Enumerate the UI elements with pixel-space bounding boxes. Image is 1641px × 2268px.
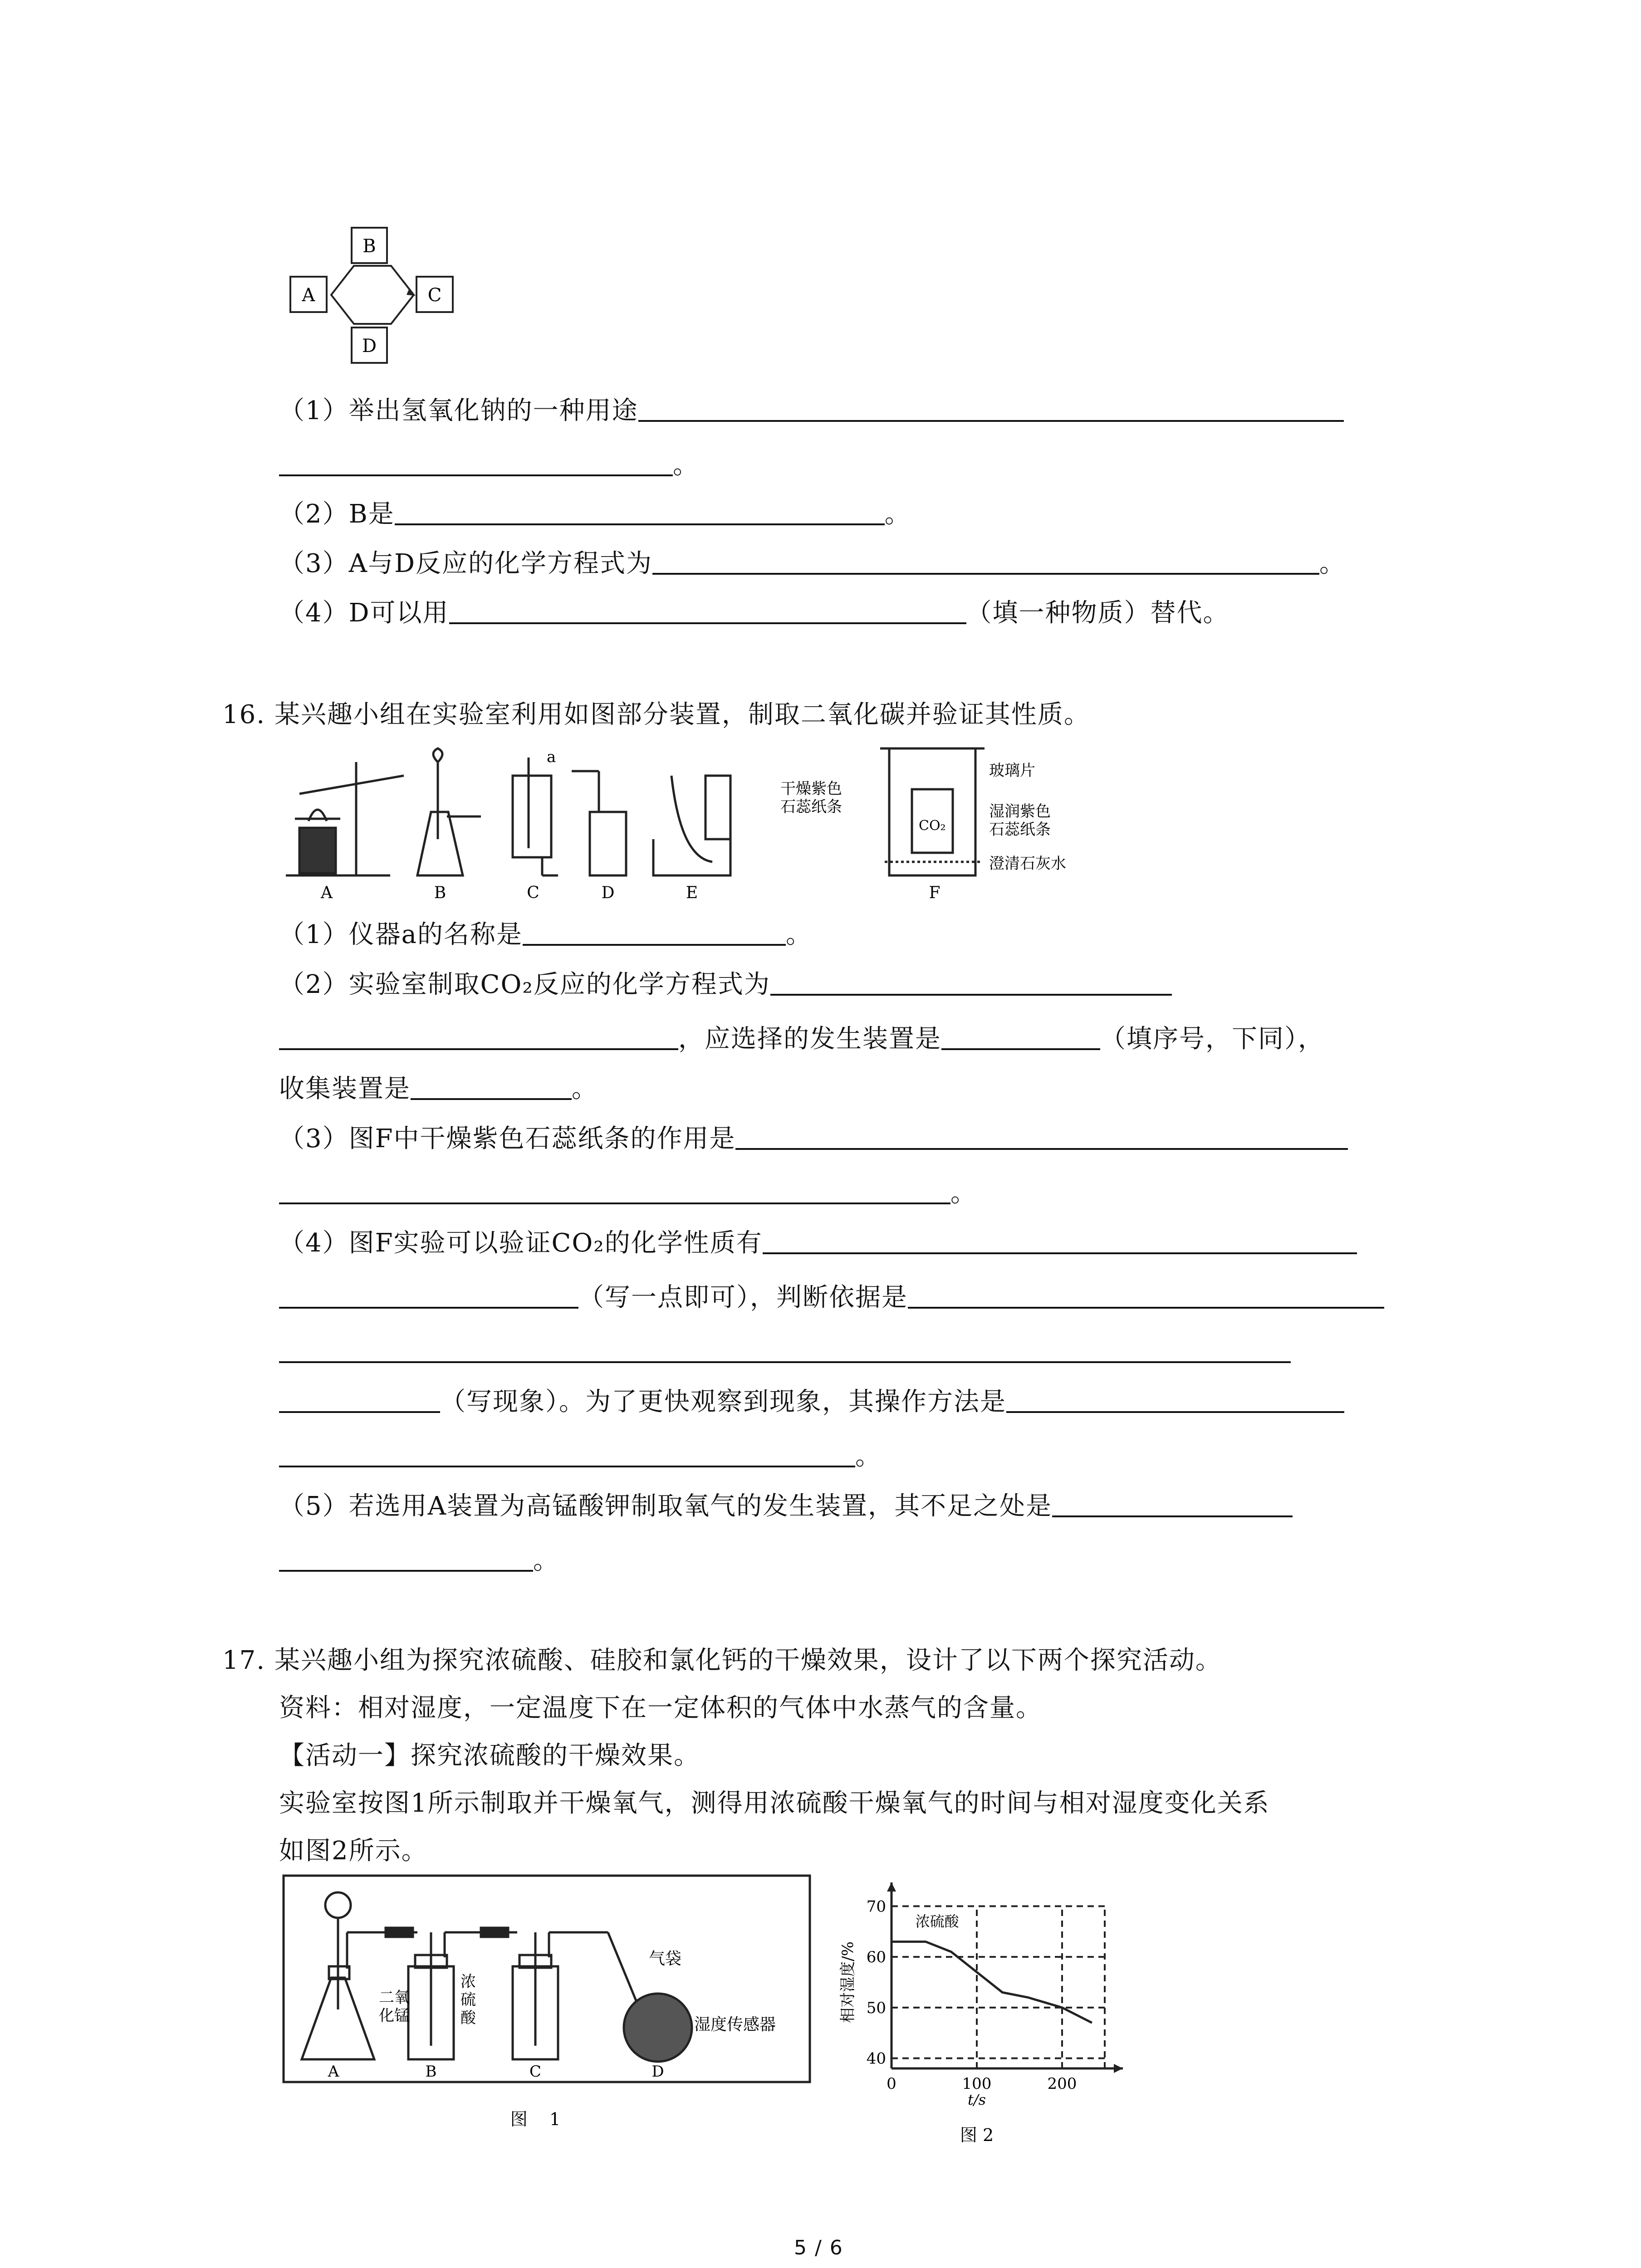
answer-blank[interactable] <box>279 1281 578 1309</box>
sensor-label: 湿度传感器 <box>694 2015 776 2034</box>
q16-part4-blank-line <box>279 1336 1291 1369</box>
answer-blank[interactable] <box>279 449 673 476</box>
q16-period: 。 <box>786 920 813 949</box>
q16-part2-text: （2）实验室制取CO₂反应的化学方程式为 <box>279 970 770 999</box>
q15-period: 。 <box>884 499 911 529</box>
right-label-2: 湿润紫色 <box>989 802 1051 821</box>
q15-period: 。 <box>673 450 699 480</box>
y-axis-label: 相对湿度/% <box>839 1941 857 2023</box>
fig1-label-d: D <box>652 2063 664 2081</box>
node-c-label: C <box>427 285 442 306</box>
answer-blank[interactable] <box>735 1123 1348 1150</box>
answer-blank[interactable] <box>279 1336 1291 1363</box>
q16-part3 <box>279 1123 1348 1155</box>
label-d: D <box>601 884 615 902</box>
q17-material: 资料：相对湿度，一定温度下在一定体积的气体中水蒸气的含量。 <box>279 1693 1042 1723</box>
right-label-3: 石蕊纸条 <box>989 821 1051 839</box>
mno2-label-2: 化锰 <box>379 2007 410 2025</box>
q16-period: 。 <box>855 1442 882 1471</box>
answer-blank[interactable] <box>908 1281 1384 1309</box>
mno2-label-1: 二氧 <box>379 1989 410 2007</box>
node-b-label: B <box>362 236 376 257</box>
answer-blank[interactable] <box>395 498 885 525</box>
bag-label: 气袋 <box>649 1950 682 1968</box>
q16-part4-cont <box>279 1281 1384 1314</box>
q15-part3 <box>279 547 1346 580</box>
q16-part3-text: （3）图F中干燥紫色石蕊纸条的作用是 <box>279 1124 736 1154</box>
q15-part4-tail: （填一种物质）替代。 <box>966 598 1230 628</box>
fig1-label-a: A <box>328 2063 339 2081</box>
answer-blank[interactable] <box>1052 1490 1293 1517</box>
acid-label-2: 硫 <box>460 1991 476 2009</box>
left-label-1: 干燥紫色 <box>780 780 842 798</box>
q16-part4-c: （写现象）。为了更快观察到现象，其操作方法是 <box>440 1387 1006 1417</box>
q16-part4-b: （写一点即可），判断依据是 <box>578 1283 908 1312</box>
q16-part1-text: （1）仪器a的名称是 <box>279 920 523 949</box>
answer-blank[interactable] <box>1006 1386 1344 1413</box>
answer-blank[interactable] <box>279 1177 950 1204</box>
q15-part1-text: （1）举出氢氧化钠的一种用途 <box>279 396 638 425</box>
x-axis-label: t/s <box>967 2091 986 2108</box>
answer-blank[interactable] <box>279 1440 855 1467</box>
q16-part4-text: （4）图F实验可以验证CO₂的化学性质有 <box>279 1228 763 1258</box>
answer-blank[interactable] <box>279 1545 533 1572</box>
x-axis-arrow <box>1114 2064 1123 2073</box>
q16-period: 。 <box>950 1178 977 1208</box>
series-label: 浓硫酸 <box>915 1913 959 1931</box>
fig1-label-c: C <box>529 2063 542 2081</box>
q16-part3-cont <box>279 1177 977 1210</box>
q16-apparatus-figure <box>281 744 1125 907</box>
label-a: A <box>321 884 333 902</box>
answer-blank[interactable] <box>763 1227 1357 1254</box>
apparatus-a <box>286 762 404 875</box>
q17-figure-1 <box>281 1873 817 2146</box>
answer-blank[interactable] <box>770 968 1172 996</box>
apparatus-c <box>513 758 558 875</box>
q17-stem: 17. 某兴趣小组为探究浓硫酸、硅胶和氯化钙的干燥效果，设计了以下两个探究活动。 <box>222 1646 1222 1675</box>
q16-part2-c: （填序号，下同）， <box>1100 1024 1324 1054</box>
node-d-label: D <box>362 336 377 357</box>
answer-blank[interactable] <box>638 395 1344 422</box>
answer-blank[interactable] <box>449 597 966 624</box>
apparatus-b <box>417 748 481 875</box>
left-label-2: 石蕊纸条 <box>780 798 842 816</box>
acid-label-1: 浓 <box>460 1973 476 1991</box>
q15-period: 。 <box>1319 549 1346 578</box>
q16-part1 <box>279 919 812 951</box>
q17-figure-2-chart <box>835 1869 1152 2150</box>
y-tick-label: 40 <box>866 2049 886 2068</box>
q15-relation-diagram <box>281 222 454 386</box>
figure-2-caption: 图 2 <box>960 2125 994 2145</box>
q15-part2 <box>279 498 911 531</box>
label-f: F <box>929 884 941 902</box>
q16-part5-cont <box>279 1545 559 1577</box>
node-a-label: A <box>302 285 315 306</box>
answer-blank[interactable] <box>279 1386 440 1413</box>
q16-part2 <box>279 968 1172 1001</box>
q16-part2-d: 收集装置是 <box>279 1074 411 1104</box>
answer-blank[interactable] <box>279 1023 678 1050</box>
label-b: B <box>434 884 446 902</box>
q16-part2-b: ，应选择的发生装置是 <box>678 1024 941 1054</box>
q15-part2-text: （2）B是 <box>279 499 395 529</box>
x-tick-label: 100 <box>962 2075 992 2093</box>
label-e: E <box>686 884 698 902</box>
q16-part4 <box>279 1227 1357 1260</box>
q17-desc-2: 如图2所示。 <box>279 1836 428 1866</box>
q15-part4-text: （4）D可以用 <box>279 598 449 628</box>
y-tick-label: 60 <box>866 1948 886 1967</box>
apparatus-f <box>880 748 985 875</box>
q16-period: 。 <box>533 1546 559 1575</box>
y-tick-label: 70 <box>866 1897 886 1916</box>
q16-part4-cont2 <box>279 1386 1344 1418</box>
right-label-1: 玻璃片 <box>989 762 1035 780</box>
co2-label: CO₂ <box>919 818 946 834</box>
y-axis-arrow <box>887 1882 896 1892</box>
q15-part1-cont <box>279 449 699 482</box>
label-c: C <box>527 884 539 902</box>
figure-1-frame <box>284 1876 810 2082</box>
x-tick-label: 0 <box>887 2075 896 2093</box>
answer-blank[interactable] <box>941 1023 1100 1050</box>
q16-period: 。 <box>572 1074 598 1104</box>
figure-1-caption: 图 1 <box>510 2109 561 2129</box>
q16-part5 <box>279 1490 1293 1523</box>
q17-activity: 【活动一】探究浓硫酸的干燥效果。 <box>279 1741 700 1770</box>
page-number: 5 / 6 <box>794 2236 843 2259</box>
q16-part4-cont3 <box>279 1440 882 1473</box>
apparatus-e <box>653 776 730 875</box>
q15-part3-text: （3）A与D反应的化学方程式为 <box>279 549 652 578</box>
answer-blank[interactable] <box>523 919 786 946</box>
q15-part1 <box>279 395 1344 427</box>
q16-stem: 16. 某兴趣小组在实验室利用如图部分装置，制取二氧化碳并验证其性质。 <box>222 700 1090 729</box>
q16-part2-collect <box>279 1073 598 1105</box>
acid-label-3: 酸 <box>460 2009 476 2027</box>
answer-blank[interactable] <box>652 547 1319 575</box>
q15-part4 <box>279 597 1230 630</box>
x-tick-label: 200 <box>1047 2075 1077 2093</box>
q17-desc-1: 实验室按图1所示制取并干燥氧气，测得用浓硫酸干燥氧气的时间与相对湿度变化关系 <box>279 1789 1270 1818</box>
apparatus-d <box>572 771 626 875</box>
q16-part5-text: （5）若选用A装置为高锰酸钾制取氧气的发生装置，其不足之处是 <box>279 1491 1053 1521</box>
y-tick-label: 50 <box>866 1999 886 2017</box>
right-label-4: 澄清石灰水 <box>989 855 1066 873</box>
q16-part2-cont <box>279 1023 1324 1056</box>
apparatus-a-letter-label: a <box>547 748 556 766</box>
fig1-label-b: B <box>425 2063 437 2081</box>
answer-blank[interactable] <box>411 1073 572 1100</box>
